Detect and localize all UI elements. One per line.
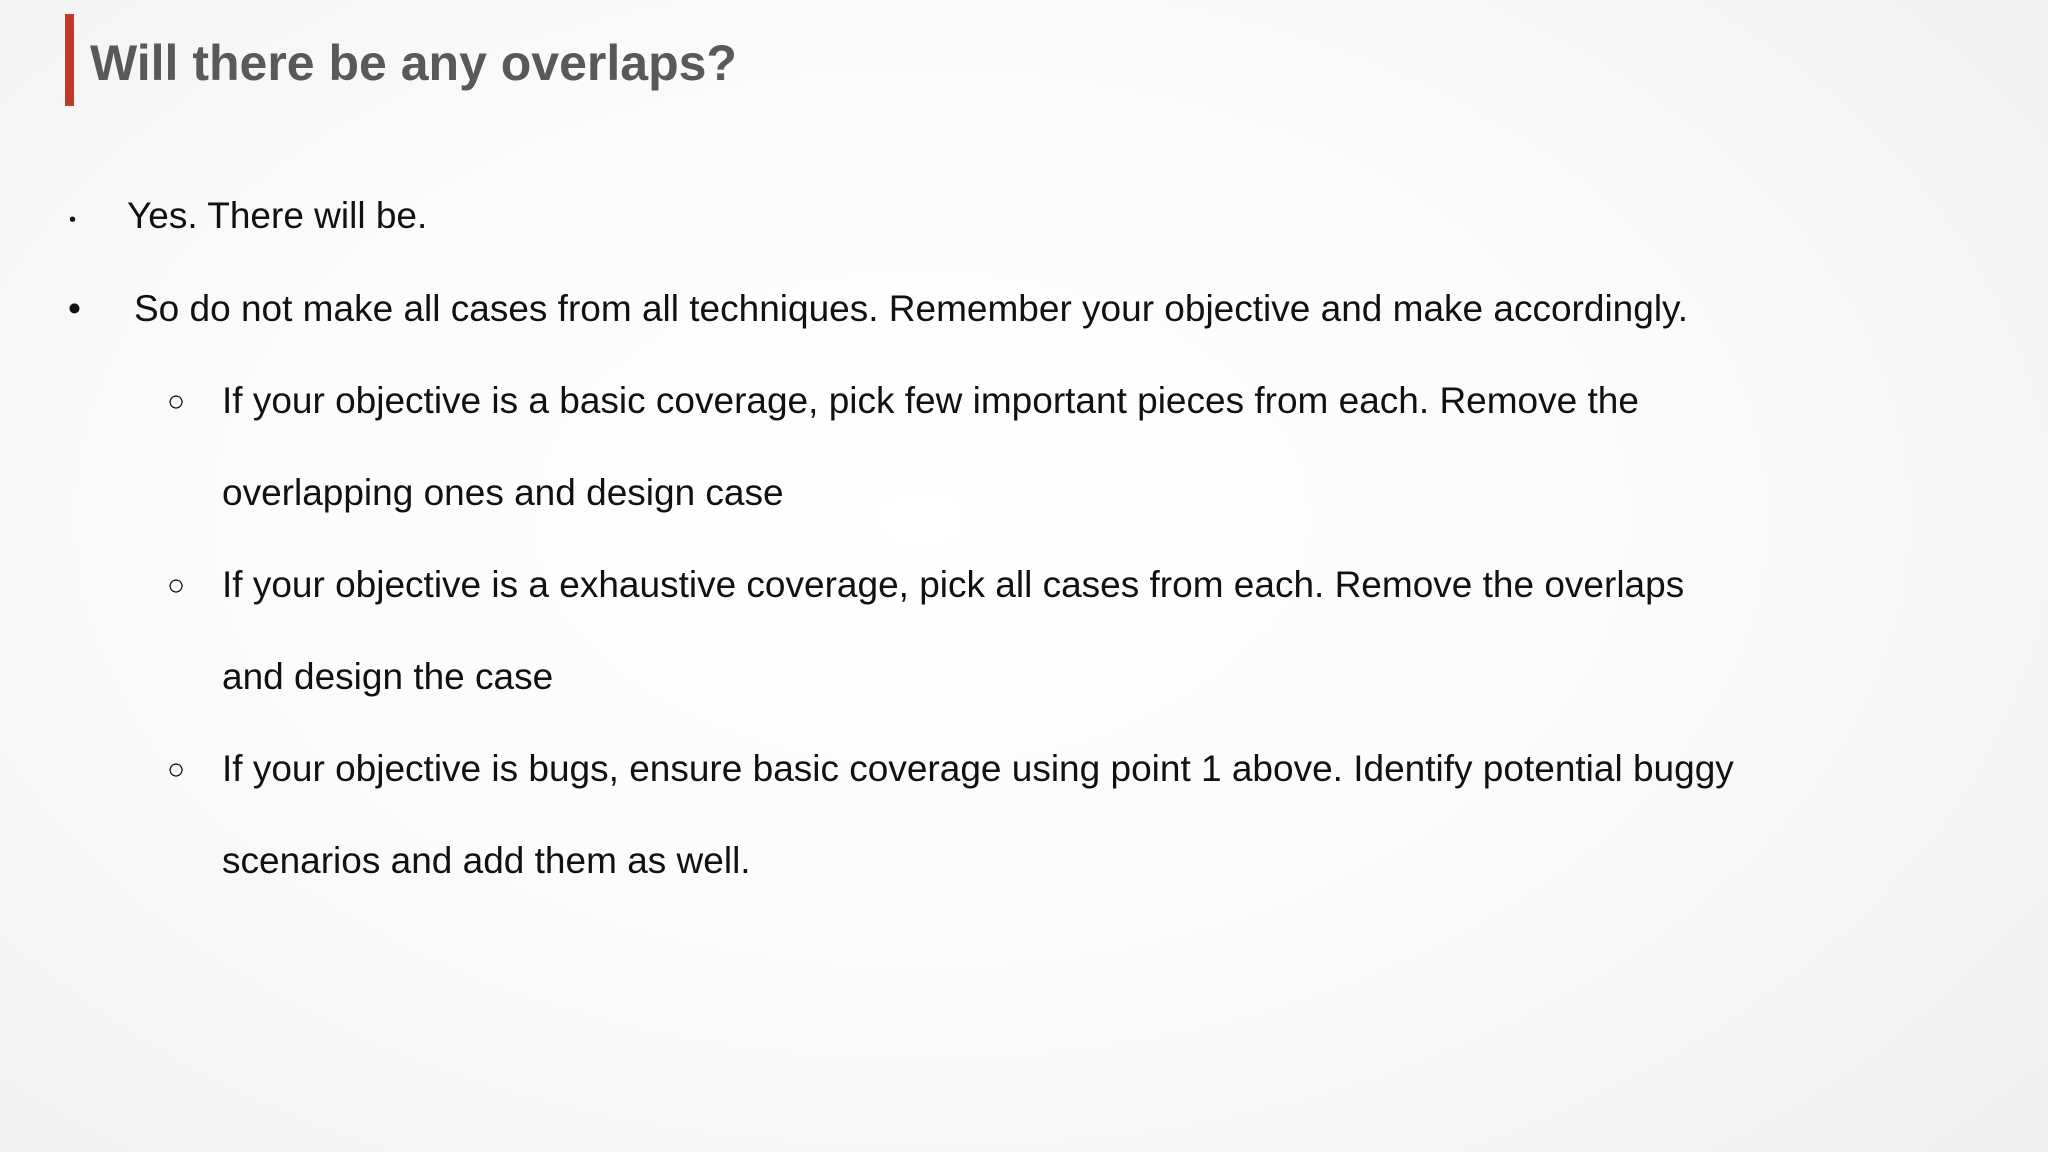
sub-bullet-1-line-2: overlapping ones and design case	[222, 472, 784, 513]
slide-title: Will there be any overlaps?	[90, 35, 737, 91]
bullet-item-1: Yes. There will be.	[127, 195, 428, 236]
bullet-item-2: So do not make all cases from all techniques. Remember your objective and make accordingly.	[134, 288, 1689, 329]
sub-bullet-marker: ○	[167, 753, 186, 786]
sub-bullet-marker: ○	[167, 569, 186, 602]
sub-bullet-3-line-1: If your objective is bugs, ensure basic coverage using point 1 above. Identify potential buggy	[222, 748, 1734, 789]
bullet-marker: •	[69, 209, 77, 231]
title-accent-bar	[65, 14, 74, 106]
sub-bullet-2-line-1: If your objective is a exhaustive coverage, pick all cases from each. Remove the overlaps	[222, 564, 1685, 605]
sub-bullet-marker: ○	[167, 385, 186, 418]
sub-bullet-2-line-2: and design the case	[222, 656, 554, 697]
bullet-marker: •	[68, 288, 81, 329]
sub-bullet-3-line-2: scenarios and add them as well.	[222, 840, 751, 881]
sub-bullet-1-line-1: If your objective is a basic coverage, pick few important pieces from each. Remove the	[222, 380, 1639, 421]
